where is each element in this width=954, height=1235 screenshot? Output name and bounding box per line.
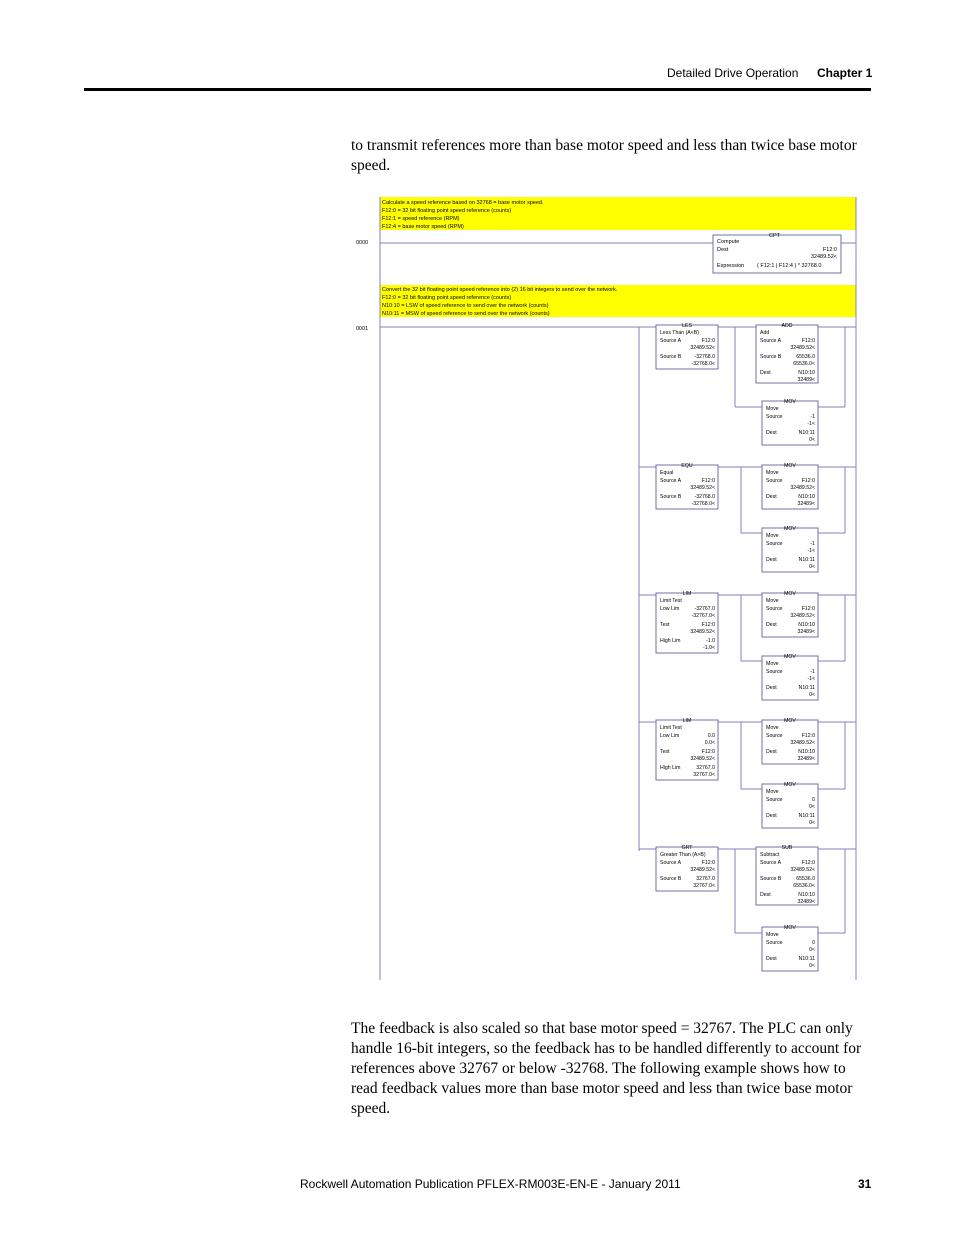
sub-instruction[interactable] <box>756 845 818 905</box>
mov8-tag: MOV <box>784 925 796 931</box>
mov8-row-1-sub: 0< <box>809 947 815 953</box>
mov4-instruction[interactable] <box>762 591 818 637</box>
mov4-row-1-value: F12:0 <box>801 606 815 612</box>
mov3-row-2-label: Dest <box>766 557 777 563</box>
sub-row-2-sub: 65536.0< <box>793 883 815 889</box>
mov5-row-2-sub: 0< <box>809 692 815 698</box>
header-rule <box>84 88 871 91</box>
sub-row-1-label: Source A <box>760 860 782 866</box>
mov5-row-2-label: Dest <box>766 685 777 691</box>
mov7-row-2-sub: 0< <box>809 820 815 826</box>
grt-row-1-label: Source A <box>660 860 682 866</box>
mov4-title: Move <box>766 598 779 604</box>
lim1-tag: LIM <box>682 591 692 597</box>
add-tag: ADD <box>781 323 793 329</box>
cpt-tag: CPT <box>769 233 780 239</box>
cpt-instruction[interactable] <box>713 233 841 273</box>
rung-0 <box>356 197 856 273</box>
add-row-3-value: N10:10 <box>798 370 815 376</box>
equ-row-2-value: -32768.0 <box>694 494 715 500</box>
mov6-row-2-label: Dest <box>766 749 777 755</box>
mov5-title: Move <box>766 661 779 667</box>
rung-1-instructions <box>656 323 818 971</box>
grt-row-2-label: Source B <box>660 876 682 882</box>
mov3-title: Move <box>766 533 779 539</box>
lim2-title: Limit Test <box>660 725 682 731</box>
equ-row-1-value: F12:0 <box>701 478 715 484</box>
lim1-row-2-label: Test <box>660 622 670 628</box>
mov4-row-2-value: N10:10 <box>798 622 815 628</box>
add-row-2-sub: 65536.0< <box>793 361 815 367</box>
lim1-row-2-sub: 32489.52< <box>690 629 715 635</box>
cpt-dest-addr: F12:0 <box>822 247 837 253</box>
mov7-row-2-label: Dest <box>766 813 777 819</box>
mov1-row-1-value: -1 <box>810 414 815 420</box>
mov2-row-1-label: Source <box>766 478 783 484</box>
lim2-row-2-sub: 32489.52< <box>690 756 715 762</box>
mov6-row-2-sub: 32489< <box>797 756 815 762</box>
lim2-row-3-label: High Lim <box>660 765 681 771</box>
lim1-row-1-sub: -32767.0< <box>691 613 715 619</box>
equ-row-1-sub: 32489.52< <box>690 485 715 491</box>
rung-0-number: 0000 <box>356 240 369 246</box>
les-row-1-label: Source A <box>660 338 682 344</box>
lim1-row-1-label: Low Lim <box>660 606 680 612</box>
rung-1-comment-line-3: N10:10 = LSW of speed reference to send over the network (counts) <box>382 303 549 309</box>
grt-row-2-sub: 32767.0< <box>693 883 715 889</box>
lim2-tag: LIM <box>682 718 692 724</box>
mov4-row-2-label: Dest <box>766 622 777 628</box>
mov2-row-2-label: Dest <box>766 494 777 500</box>
add-row-2-value: 65536.0 <box>796 354 815 360</box>
mov6-title: Move <box>766 725 779 731</box>
lim1-row-3-value: -1.0 <box>706 638 715 644</box>
rung-0-comment-line-2: F12:0 = 32 bit floating point speed reference (counts) <box>382 208 512 214</box>
mov7-row-2-value: N10:11 <box>798 813 815 819</box>
intro-paragraph: to transmit references more than base motor speed and less than twice base motor speed. <box>351 137 857 174</box>
add-row-2-label: Source B <box>760 354 782 360</box>
rung-1-comment-line-4: N10:11 = MSW of speed reference to send over the network (counts) <box>382 311 550 317</box>
sub-row-3-value: N10:10 <box>798 892 815 898</box>
cpt-dest-val: 32489.52< <box>810 254 837 260</box>
mov6-tag: MOV <box>784 718 796 724</box>
mov3-row-2-value: N10:11 <box>798 557 815 563</box>
mov2-row-2-value: N10:10 <box>798 494 815 500</box>
mov8-row-2-sub: 0< <box>809 963 815 969</box>
mov6-row-1-sub: 32489.52< <box>790 740 815 746</box>
lim2-row-1-sub: 0.0< <box>704 740 715 746</box>
mov7-row-1-sub: 0< <box>809 804 815 810</box>
mov7-row-1-label: Source <box>766 797 783 803</box>
rung-0-comment-line-3: F12:1 = speed reference (RPM) <box>382 216 460 222</box>
mov2-row-1-value: F12:0 <box>801 478 815 484</box>
sub-row-3-sub: 32489< <box>797 899 815 905</box>
rung-0-comment-line-1: Calculate a speed reference based on 32768 = base motor speed. <box>382 200 544 206</box>
les-row-1-value: F12:0 <box>701 338 715 344</box>
mov2-row-1-sub: 32489.52< <box>790 485 815 491</box>
mov5-row-1-sub: -1< <box>807 676 815 682</box>
add-instruction[interactable] <box>756 323 818 383</box>
lim2-row-1-label: Low Lim <box>660 733 680 739</box>
mov1-instruction[interactable] <box>762 399 818 445</box>
mov1-row-2-sub: 0< <box>809 437 815 443</box>
lim2-instruction[interactable] <box>656 718 718 780</box>
sub-row-3-label: Dest <box>760 892 771 898</box>
cpt-dest-label: Dest <box>717 247 729 253</box>
add-row-3-sub: 32489< <box>797 377 815 383</box>
add-title: Add <box>760 330 770 336</box>
mov6-instruction[interactable] <box>762 718 818 764</box>
mov3-tag: MOV <box>784 526 796 532</box>
header-chapter: Chapter 1 <box>817 66 873 80</box>
lim2-row-2-value: F12:0 <box>701 749 715 755</box>
mov8-row-1-value: 0 <box>812 940 815 946</box>
mov3-row-1-sub: -1< <box>807 548 815 554</box>
mov4-row-2-sub: 32489< <box>797 629 815 635</box>
mov3-row-2-sub: 0< <box>809 564 815 570</box>
mov4-row-1-sub: 32489.52< <box>790 613 815 619</box>
mov1-row-1-sub: -1< <box>807 421 815 427</box>
equ-row-1-label: Source A <box>660 478 682 484</box>
grt-title: Greater Than (A>B) <box>660 852 706 858</box>
lim2-row-3-sub: 32767.0< <box>693 772 715 778</box>
mov6-row-1-value: F12:0 <box>801 733 815 739</box>
mov7-title: Move <box>766 789 779 795</box>
les-instruction[interactable] <box>656 323 718 369</box>
lim1-instruction[interactable] <box>656 591 718 653</box>
footer-publication: Rockwell Automation Publication PFLEX-RM003E-EN-E - January 2011 <box>300 1177 681 1191</box>
les-tag: LES <box>682 323 692 329</box>
lim2-row-3-value: 32767.0 <box>696 765 715 771</box>
add-row-1-value: F12:0 <box>801 338 815 344</box>
mov2-tag: MOV <box>784 463 796 469</box>
mov3-row-1-value: -1 <box>810 541 815 547</box>
add-row-1-label: Source A <box>760 338 782 344</box>
les-row-2-label: Source B <box>660 354 682 360</box>
header-section-title: Detailed Drive Operation <box>667 66 799 80</box>
mov1-title: Move <box>766 406 779 412</box>
grt-tag: GRT <box>681 845 693 851</box>
equ-title: Equal <box>660 470 674 476</box>
equ-instruction[interactable] <box>656 463 718 509</box>
mov7-tag: MOV <box>784 782 796 788</box>
sub-row-1-sub: 32489.52< <box>790 867 815 873</box>
mov3-instruction[interactable] <box>762 526 818 572</box>
mov8-row-2-label: Dest <box>766 956 777 962</box>
lim1-row-3-label: High Lim <box>660 638 681 644</box>
grt-row-1-sub: 32489.52< <box>690 867 715 873</box>
mov1-row-2-value: N10:11 <box>798 430 815 436</box>
equ-row-2-sub: -32768.0< <box>691 501 715 507</box>
mov5-tag: MOV <box>784 654 796 660</box>
mov1-row-2-label: Dest <box>766 430 777 436</box>
les-row-2-value: -32768.0 <box>694 354 715 360</box>
rung-1-comment-line-1: Convert the 32 bit floating point speed reference into (2) 16 bit integers to send over the network. <box>382 287 618 293</box>
mov2-row-2-sub: 32489< <box>797 501 815 507</box>
mov2-instruction[interactable] <box>762 463 818 509</box>
sub-title: Subtract <box>760 852 780 858</box>
mov6-row-2-value: N10:10 <box>798 749 815 755</box>
lim1-row-2-value: F12:0 <box>701 622 715 628</box>
mov5-instruction[interactable] <box>762 654 818 700</box>
add-row-1-sub: 32489.52< <box>790 345 815 351</box>
les-row-2-sub: -32768.0< <box>691 361 715 367</box>
lim1-row-1-value: -32767.0 <box>694 606 715 612</box>
les-row-1-sub: 32489.52< <box>690 345 715 351</box>
sub-row-2-value: 65536.0 <box>796 876 815 882</box>
les-title: Less Than (A<B) <box>660 330 699 336</box>
cpt-title: Compute <box>717 239 740 245</box>
cpt-expr-label: Expression <box>717 263 745 269</box>
mov8-title: Move <box>766 932 779 938</box>
feedback-paragraph: The feedback is also scaled so that base motor speed = 32767. The PLC can only handle 16-bit integers, so the feedback has to be handled differently to account for references above 32767 or below -32768. The following example shows how to read feedback values more than base motor speed and less than twice base motor speed. <box>351 1020 862 1117</box>
mov8-row-1-label: Source <box>766 940 783 946</box>
ladder-logic-figure <box>351 195 861 995</box>
lim1-title: Limit Test <box>660 598 682 604</box>
lim2-row-1-value: 0.0 <box>707 733 715 739</box>
grt-instruction[interactable] <box>656 845 718 891</box>
sub-row-2-label: Source B <box>760 876 782 882</box>
mov3-row-1-label: Source <box>766 541 783 547</box>
sub-row-1-value: F12:0 <box>801 860 815 866</box>
footer-page-number: 31 <box>858 1177 872 1191</box>
add-row-3-label: Dest <box>760 370 771 376</box>
mov1-row-1-label: Source <box>766 414 783 420</box>
sub-tag: SUB <box>781 845 793 851</box>
rung-1-number: 0001 <box>356 326 369 332</box>
mov6-row-1-label: Source <box>766 733 783 739</box>
rung-1-comment-line-2: F12:0 = 32 bit floating point speed reference (counts) <box>382 295 512 301</box>
cpt-expr: ( F12:1 | F12:4 ) * 32768.0 <box>757 263 822 269</box>
grt-row-1-value: F12:0 <box>701 860 715 866</box>
lim2-row-2-label: Test <box>660 749 670 755</box>
mov7-instruction[interactable] <box>762 782 818 828</box>
mov2-title: Move <box>766 470 779 476</box>
equ-row-2-label: Source B <box>660 494 682 500</box>
mov5-row-1-label: Source <box>766 669 783 675</box>
mov1-tag: MOV <box>784 399 796 405</box>
mov5-row-2-value: N10:11 <box>798 685 815 691</box>
mov8-instruction[interactable] <box>762 925 818 971</box>
mov5-row-1-value: -1 <box>810 669 815 675</box>
mov4-tag: MOV <box>784 591 796 597</box>
equ-tag: EQU <box>681 463 693 469</box>
grt-row-2-value: 32767.0 <box>696 876 715 882</box>
mov8-row-2-value: N10:11 <box>798 956 815 962</box>
mov4-row-1-label: Source <box>766 606 783 612</box>
lim1-row-3-sub: -1.0< <box>703 645 715 651</box>
rung-0-comment-line-4: F12:4 = base motor speed (RPM) <box>382 224 464 230</box>
mov7-row-1-value: 0 <box>812 797 815 803</box>
